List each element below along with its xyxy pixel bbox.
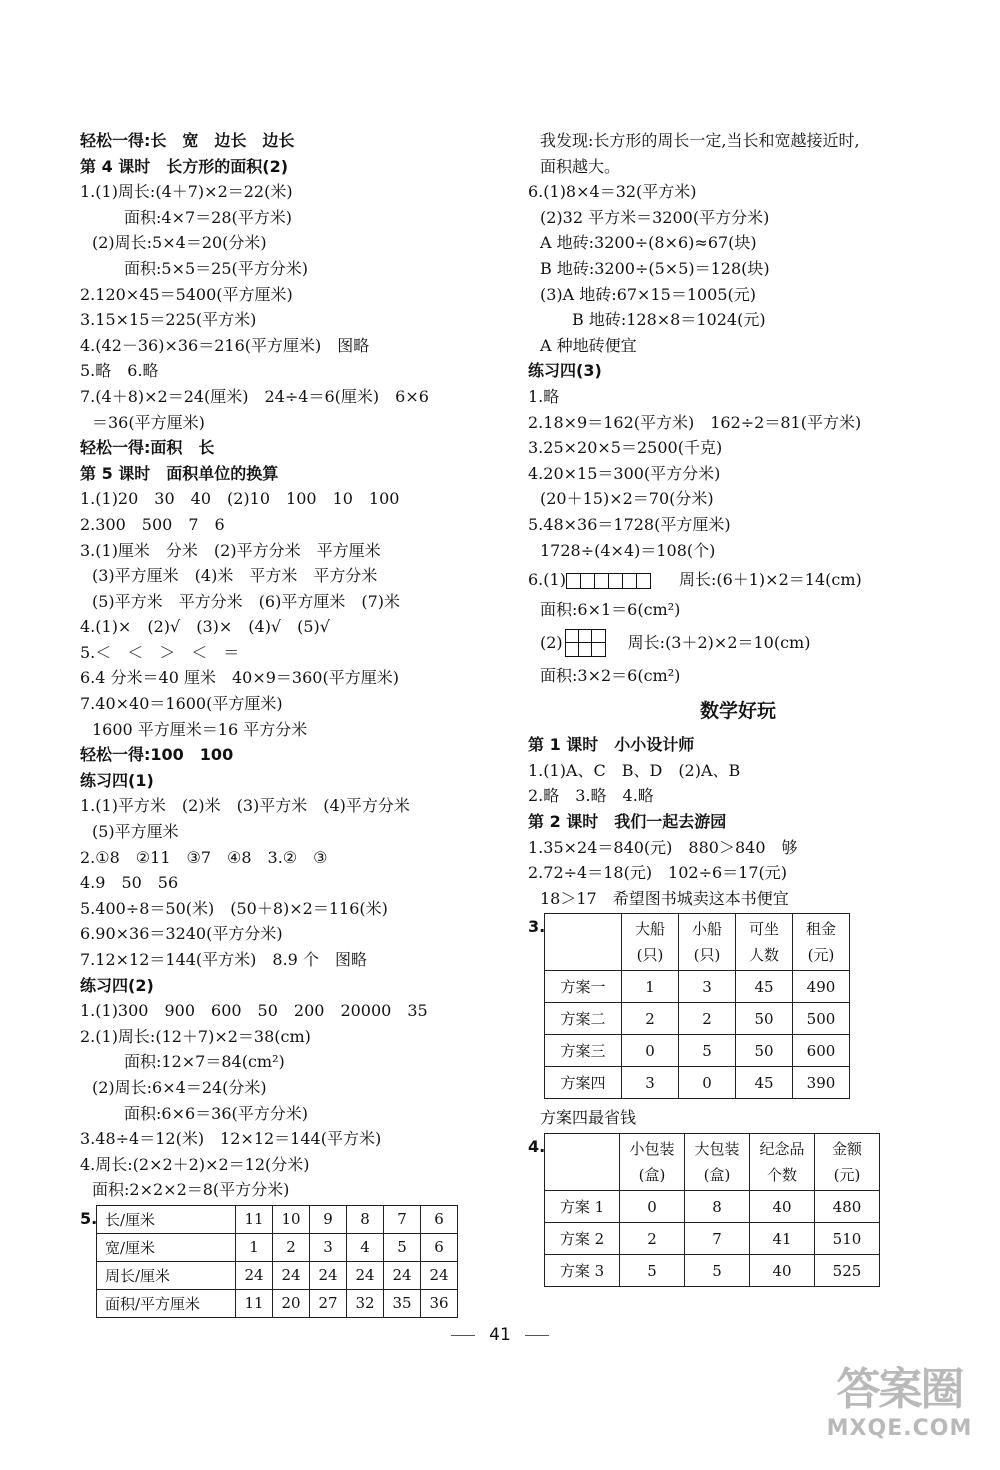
table-row <box>545 1191 880 1223</box>
unit-square <box>566 643 579 656</box>
table-header-cell <box>620 1134 685 1191</box>
answer-line: 1.(1)A、C B、D (2)A、B <box>528 760 741 780</box>
header-text: 个数 <box>766 1166 797 1185</box>
table-cell: 4 <box>347 1233 384 1261</box>
answer-line <box>528 597 948 623</box>
table-row <box>545 1067 850 1099</box>
answer-line: 我发现:长方形的周长一定,当长和宽越接近时, <box>540 131 860 150</box>
answer-line: 5.400÷8＝50(米) (50＋8)×2＝116(米) <box>80 898 388 918</box>
answer-line: 6.4 分米＝40 厘米 40×9＝360(平方厘米) <box>80 668 399 688</box>
answer-line: 面积:5×5＝25(平方分米) <box>124 258 309 278</box>
section-heading: 练习四(3) <box>528 361 602 381</box>
answer-line: 3.48÷4＝12(米) 12×12＝144(平方米) <box>80 1129 382 1149</box>
header-text: 可坐 <box>748 920 779 939</box>
answer-line: 6.90×36＝3240(平方分米) <box>80 924 283 944</box>
table-5-wrap <box>80 1205 500 1318</box>
unit-square <box>595 574 609 588</box>
answer-line: B 地砖:3200÷(5×5)＝128(块) <box>540 258 770 278</box>
table-cell: 40 <box>750 1255 815 1287</box>
table-cell: 50 <box>736 1035 793 1067</box>
table-cell: 方案 1 <box>545 1191 620 1223</box>
table-cell: 5 <box>679 1035 736 1067</box>
answer-text: 面积:6×1＝6(cm²) <box>540 600 681 620</box>
answer-line: 3.(1)厘米 分米 (2)平方分米 平方厘米 <box>80 540 381 560</box>
section-heading: 练习四(1) <box>80 770 154 790</box>
answer-line: 7.(4＋8)×2＝24(厘米) 24÷4＝6(厘米) 6×6 <box>80 386 429 406</box>
question-prefix: (2) <box>540 632 563 652</box>
answer-line: 4.周长:(2×2＋2)×2＝12(分米) <box>80 1154 310 1174</box>
table-cell: 9 <box>310 1205 347 1233</box>
table-cell: 3 <box>679 971 736 1003</box>
table-cell: 24 <box>384 1261 421 1289</box>
table-cell: 8 <box>685 1191 750 1223</box>
answer-text: 周长:(3＋2)×2＝10(cm) <box>627 632 811 652</box>
answer-text: 面积:3×2＝6(cm²) <box>540 665 681 685</box>
unit-square <box>579 643 592 656</box>
table-cell: 6 <box>421 1233 458 1261</box>
table-cell: 11 <box>236 1289 273 1317</box>
table-cell: 2 <box>679 1003 736 1035</box>
answer-line: 面积:2×2×2＝8(平方分米) <box>92 1180 290 1200</box>
table-cell: 5 <box>685 1255 750 1287</box>
section-heading: 轻松一得:长 宽 边长 边长 <box>80 131 295 150</box>
header-text: 大包装 <box>694 1140 740 1159</box>
table-row <box>545 1003 850 1035</box>
table-cell: 32 <box>347 1289 384 1317</box>
table4-wrap <box>528 1133 948 1287</box>
answer-line: A 种地砖便宜 <box>540 335 637 355</box>
question-number: 3. <box>528 917 546 937</box>
answer-line <box>528 663 948 689</box>
table-header-cell <box>679 914 736 971</box>
table-cell: 0 <box>622 1035 679 1067</box>
answer-line: (2)周长:5×4＝20(分米) <box>92 233 267 253</box>
table-header-cell <box>750 1134 815 1191</box>
table-cell <box>545 1134 620 1191</box>
answer-line: (3)A 地砖:67×15＝1005(元) <box>540 284 757 304</box>
table-cell: 600 <box>793 1035 850 1067</box>
header-text: 人数 <box>748 946 779 965</box>
answer-line: 面积:12×7＝84(cm²) <box>124 1052 285 1072</box>
table-cell: 45 <box>736 1067 793 1099</box>
section-heading: 第 4 课时 长方形的面积(2) <box>80 156 289 176</box>
table-cell: 27 <box>310 1289 347 1317</box>
table-cell: 5 <box>620 1255 685 1287</box>
answer-line: A 地砖:3200÷(8×6)≈67(块) <box>540 233 757 253</box>
table-cell: 3 <box>310 1233 347 1261</box>
table-row <box>97 1205 458 1233</box>
rectangle-3x2-figure <box>565 629 606 657</box>
answer-text: 周长:(6＋1)×2＝14(cm) <box>678 570 862 590</box>
header-text: (盒) <box>638 1166 666 1185</box>
table-cell: 长/厘米 <box>97 1205 236 1233</box>
answer-line: 2.72÷4＝18(元) 102÷6＝17(元) <box>528 863 788 883</box>
table-header-cell <box>815 1134 880 1191</box>
watermark-logo <box>817 1364 982 1454</box>
table-header-cell <box>685 1134 750 1191</box>
table-cell: 方案 2 <box>545 1223 620 1255</box>
answer-line: 7.40×40＝1600(平方厘米) <box>80 694 283 714</box>
section-heading: 第 1 课时 小小设计师 <box>528 735 695 755</box>
header-text: 金额 <box>831 1140 862 1159</box>
table-cell: 390 <box>793 1067 850 1099</box>
answer-line: 面积:4×7＝28(平方米) <box>124 207 293 227</box>
table-cell: 0 <box>679 1067 736 1099</box>
answer-line: 7.12×12＝144(平方米) 8.9 个 图略 <box>80 950 367 969</box>
unit-square <box>637 574 650 588</box>
table3-wrap <box>528 913 948 1099</box>
unit-square <box>592 630 605 643</box>
unit-square <box>592 643 605 656</box>
answer-line: 1.(1)20 30 40 (2)10 100 10 100 <box>80 489 400 509</box>
table-cell: 490 <box>793 971 850 1003</box>
answer-line <box>528 563 948 597</box>
table-cell: 方案二 <box>545 1003 622 1035</box>
table3 <box>544 913 850 1099</box>
answer-line: 1.35×24＝840(元) 880＞840 够 <box>528 837 798 857</box>
question-number: 4. <box>528 1137 546 1157</box>
table-cell: 3 <box>622 1067 679 1099</box>
answer-line: B 地砖:128×8＝1024(元) <box>572 310 766 330</box>
unit-square <box>609 574 623 588</box>
answer-line: (2)周长:6×4＝24(分米) <box>92 1077 267 1097</box>
answer-line: 2.300 500 7 6 <box>80 514 225 534</box>
answer-line: 1600 平方厘米＝16 平方分米 <box>92 719 308 739</box>
answer-line: 方案四最省钱 <box>540 1108 637 1128</box>
table-cell: 45 <box>736 971 793 1003</box>
left-column <box>80 128 500 1324</box>
table-cell: 1 <box>622 971 679 1003</box>
right-column <box>528 128 948 1293</box>
table-cell: 0 <box>620 1191 685 1223</box>
table-header-row <box>545 914 850 971</box>
answer-line: 3.25×20×5＝2500(千克) <box>528 438 723 458</box>
table-cell: 6 <box>421 1205 458 1233</box>
table-header-cell <box>793 914 850 971</box>
answer-line: 2.120×45＝5400(平方厘米) <box>80 284 293 304</box>
table-cell: 方案一 <box>545 971 622 1003</box>
table-5 <box>96 1205 458 1318</box>
answer-line: 3.15×15＝225(平方米) <box>80 310 257 330</box>
table-cell: 方案 3 <box>545 1255 620 1287</box>
header-text: (元) <box>833 1166 861 1185</box>
table4 <box>544 1133 880 1287</box>
table-cell: 面积/平方厘米 <box>97 1289 236 1317</box>
answer-line: 面积越大。 <box>540 156 621 176</box>
table-row <box>545 1255 880 1287</box>
table-cell: 40 <box>750 1191 815 1223</box>
table-cell: 周长/厘米 <box>97 1261 236 1289</box>
table-row <box>97 1261 458 1289</box>
answer-line: ＝36(平方厘米) <box>92 412 205 432</box>
answer-line: 2.(1)周长:(12＋7)×2＝38(cm) <box>80 1026 311 1046</box>
page-number-dash-right <box>525 1335 549 1336</box>
table-row <box>545 1035 850 1067</box>
table-cell: 50 <box>736 1003 793 1035</box>
table-cell: 24 <box>310 1261 347 1289</box>
unit-square <box>581 574 595 588</box>
header-text: (只) <box>693 946 721 965</box>
watermark-line2: MXQE.COM <box>826 1416 973 1441</box>
header-text: 纪念品 <box>759 1140 805 1159</box>
watermark-line1: 答案圈 <box>836 1364 963 1415</box>
table-cell: 24 <box>236 1261 273 1289</box>
table-cell: 1 <box>236 1233 273 1261</box>
answer-line: 4.9 50 56 <box>80 873 179 893</box>
answer-line: (20＋15)×2＝70(分米) <box>540 489 714 509</box>
section-heading: 练习四(2) <box>80 975 154 995</box>
header-text: 大船 <box>634 920 665 939</box>
answer-line: (2)32 平方米＝3200(平方分米) <box>540 207 770 227</box>
section-heading: 轻松一得:100 100 <box>80 745 234 765</box>
answer-line: (3)平方厘米 (4)米 平方米 平方分米 <box>92 566 378 586</box>
header-text: 小船 <box>691 920 722 939</box>
table-cell: 方案四 <box>545 1067 622 1099</box>
answer-line: 1.(1)300 900 600 50 200 20000 35 <box>80 1001 428 1021</box>
table-cell: 20 <box>273 1289 310 1317</box>
unit-square <box>623 574 637 588</box>
table-cell: 24 <box>273 1261 310 1289</box>
answer-line: 5.48×36＝1728(平方厘米) <box>528 514 731 534</box>
answer-line: 1.(1)平方米 (2)米 (3)平方米 (4)平方分米 <box>80 796 410 816</box>
answer-line: 5.＜ ＜ ＞ ＜ ＝ <box>80 642 240 662</box>
answer-line: 6.(1)8×4＝32(平方米) <box>528 182 697 202</box>
answer-line <box>528 623 948 663</box>
question-prefix: 6.(1) <box>528 570 566 590</box>
table-cell: 5 <box>384 1233 421 1261</box>
answer-line: 1.略 <box>528 386 560 406</box>
table-cell: 7 <box>384 1205 421 1233</box>
table-header-cell <box>736 914 793 971</box>
answer-line: 2.①8 ②11 ③7 ④8 3.② ③ <box>80 847 328 867</box>
table-header-row <box>545 1134 880 1191</box>
table-cell: 24 <box>421 1261 458 1289</box>
table-cell: 24 <box>347 1261 384 1289</box>
table-cell: 35 <box>384 1289 421 1317</box>
table-cell: 2 <box>622 1003 679 1035</box>
table-cell: 480 <box>815 1191 880 1223</box>
answer-line: 4.20×15＝300(平方分米) <box>528 463 721 483</box>
table-header-cell <box>622 914 679 971</box>
table-cell: 2 <box>620 1223 685 1255</box>
table-cell: 500 <box>793 1003 850 1035</box>
header-text: 租金 <box>805 920 836 939</box>
unit-square <box>579 630 592 643</box>
section-heading: 轻松一得:面积 长 <box>80 438 215 458</box>
section-title: 数学好玩 <box>699 700 776 723</box>
table-cell: 7 <box>685 1223 750 1255</box>
header-text: 小包装 <box>629 1140 675 1159</box>
answer-line: 5.略 6.略 <box>80 361 159 381</box>
table-cell: 11 <box>236 1205 273 1233</box>
table-cell: 宽/厘米 <box>97 1233 236 1261</box>
answer-line: 2.略 3.略 4.略 <box>528 786 654 806</box>
table-row <box>545 971 850 1003</box>
table-cell <box>545 914 622 971</box>
answer-line: 1728÷(4×4)＝108(个) <box>540 540 716 560</box>
page-number-dash-left <box>451 1335 475 1336</box>
answer-line: (5)平方厘米 <box>92 822 179 842</box>
answer-line: 4.(1)× (2)√ (3)× (4)√ (5)√ <box>80 617 330 637</box>
table-cell: 41 <box>750 1223 815 1255</box>
rectangle-6x1-figure <box>566 573 651 589</box>
header-text: (盒) <box>703 1166 731 1185</box>
table-row <box>545 1223 880 1255</box>
answer-line: 4.(42－36)×36＝216(平方厘米) 图略 <box>80 335 370 355</box>
answer-line: 面积:6×6＝36(平方分米) <box>124 1103 309 1123</box>
answer-line: 1.(1)周长:(4＋7)×2＝22(米) <box>80 182 293 202</box>
table-cell: 方案三 <box>545 1035 622 1067</box>
section-heading: 第 2 课时 我们一起去游园 <box>528 812 727 832</box>
answer-line: (5)平方米 平方分米 (6)平方厘米 (7)米 <box>92 591 400 611</box>
answer-line: 2.18×9＝162(平方米) 162÷2＝81(平方米) <box>528 412 862 432</box>
table-cell: 525 <box>815 1255 880 1287</box>
header-text: (只) <box>636 946 664 965</box>
table-cell: 510 <box>815 1223 880 1255</box>
unit-square <box>566 630 579 643</box>
page-number-text: 41 <box>489 1325 511 1345</box>
table-cell: 8 <box>347 1205 384 1233</box>
table-cell: 2 <box>273 1233 310 1261</box>
section-heading: 第 5 课时 面积单位的换算 <box>80 463 279 483</box>
table-cell: 10 <box>273 1205 310 1233</box>
header-text: (元) <box>807 946 835 965</box>
table-cell: 36 <box>421 1289 458 1317</box>
unit-square <box>567 574 581 588</box>
page-number <box>0 1325 1000 1345</box>
table-row <box>97 1233 458 1261</box>
table-row <box>97 1289 458 1317</box>
answer-line: 18＞17 希望图书城卖这本书便宜 <box>540 888 789 908</box>
question-number: 5. <box>80 1208 98 1228</box>
